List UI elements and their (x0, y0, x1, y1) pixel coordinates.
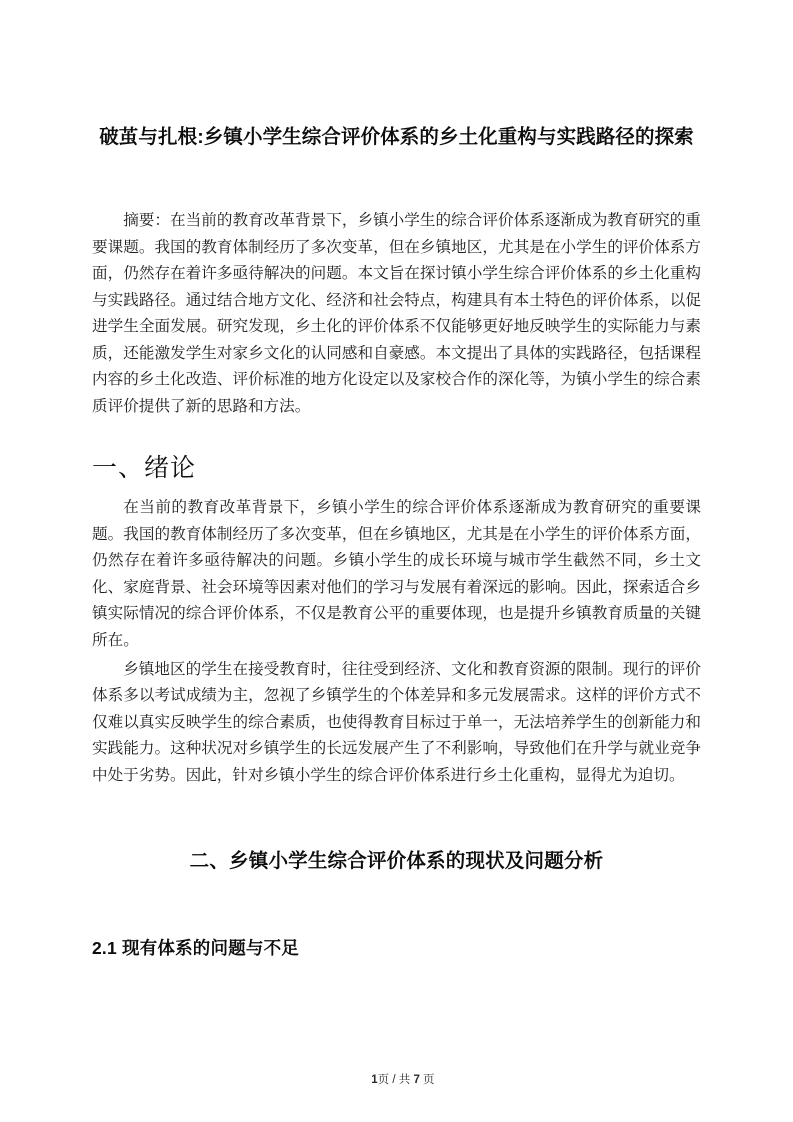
section-heading-analysis: 二、乡镇小学生综合评价体系的现状及问题分析 (189, 849, 604, 872)
page-content-column (92, 0, 701, 962)
page-footer (0, 1056, 793, 1104)
intro-paragraph-1: 在当前的教育改革背景下，乡镇小学生的综合评价体系逐渐成为教育研究的重要课题。我国的教育体制经历了多次变革，但在乡镇地区，尤其是在小学生的评价体系方面，仍然存在着许多亟待解决的问题。乡镇小学生的成长环境与城市学生截然不同，乡土文化、家庭背景、社会环境等因素对他们的学习与发展有着深远的影响。因此，探索适合乡镇实际情况的综合评价体系，不仅是教育公平的重要体现，也是提升乡镇教育质量的关键所在。 (92, 499, 701, 649)
footer-page-unit: 页 (377, 1074, 390, 1086)
footer-separator: / (389, 1074, 399, 1086)
footer-total-pages: 7 (413, 1074, 420, 1086)
footer-total-prefix: 共 (398, 1074, 414, 1086)
document-title: 破茧与扎根:乡镇小学生综合评价体系的乡土化重构与实践路径的探索 (99, 126, 694, 148)
footer-total-unit: 页 (419, 1074, 435, 1086)
footer-current-page: 1 (371, 1074, 378, 1086)
section-heading-introduction: 一、绪论 (92, 455, 197, 482)
intro-paragraph-2: 乡镇地区的学生在接受教育时，往往受到经济、文化和教育资源的限制。现行的评价体系多以考试成绩为主，忽视了乡镇学生的个体差异和多元发展需求。这样的评价方式不仅难以真实反映学生的综合素质，也使得教育目标过于单一，无法培养学生的创新能力和实践能力。这种状况对乡镇学生的长远发展产生了不利影响，导致他们在升学与就业竞争中处于劣势。因此，针对乡镇小学生的综合评价体系进行乡土化重构，显得尤为迫切。 (92, 660, 701, 784)
subsection-heading-2-1: 2.1 现有体系的问题与不足 (92, 937, 299, 958)
abstract-paragraph: 摘要：在当前的教育改革背景下，乡镇小学生的综合评价体系逐渐成为教育研究的重要课题。我国的教育体制经历了多次变革，但在乡镇地区，尤其是在小学生的评价体系方面，仍然存在着许多亟待解决的问题。本文旨在探讨镇小学生综合评价体系的乡土化重构与实践路径。通过结合地方文化、经济和社会特点，构建具有本土特色的评价体系，以促进学生全面发展。研究发现，乡土化的评价体系不仅能够更好地反映学生的实际能力与素质，还能激发学生对家乡文化的认同感和自豪感。本文提出了具体的实践路径，包括课程内容的乡土化改造、评价标准的地方化设定以及家校合作的深化等，为镇小学生的综合素质评价提供了新的思路和方法。 (92, 212, 701, 415)
